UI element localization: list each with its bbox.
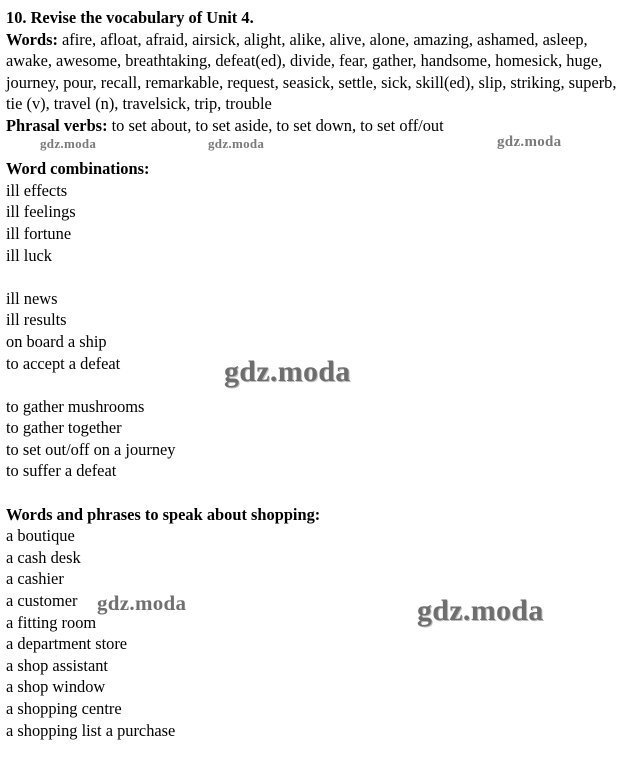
- list-item: a customer: [6, 591, 78, 611]
- words-label: Words:: [6, 29, 58, 49]
- list-item: to gather together: [6, 418, 122, 438]
- list-item: to set out/off on a journey: [6, 439, 176, 459]
- words-list: afire, afloat, afraid, airsick, alight, alike, alive, alone, amazing, ashamed, asleep, awake, awesome, breathtaking, defeat(ed), divide, fear, gather, handsome, homesick, huge, journey, pour, recall, remarkable, request, seasick, settle, sick, skill(ed), slip, striking, superb, tie (v), travel (n), travelsick, trip, trouble: [6, 29, 617, 114]
- watermark: gdz.moda: [97, 591, 187, 615]
- list-item: a shop assistant: [6, 655, 108, 675]
- list-item: a boutique: [6, 526, 75, 546]
- word-combinations-heading: Word combinations:: [6, 159, 150, 179]
- watermark: gdz.moda: [497, 134, 562, 150]
- list-item: ill feelings: [6, 202, 76, 222]
- list-item: ill luck: [6, 245, 52, 265]
- list-item: to accept a defeat: [6, 353, 121, 373]
- phrasal-verbs-label: Phrasal verbs:: [6, 115, 108, 135]
- words-paragraph: [6, 29, 621, 115]
- shopping-heading: Words and phrases to speak about shopping:: [6, 504, 321, 524]
- list-item: a cashier: [6, 569, 64, 589]
- watermark: gdz.moda: [417, 594, 544, 627]
- list-item: a department store: [6, 634, 128, 654]
- list-item: on board a ship: [6, 331, 107, 351]
- list-item: to gather mushrooms: [6, 396, 145, 416]
- watermark: gdz.moda: [224, 355, 351, 388]
- list-item: ill results: [6, 310, 67, 330]
- list-item: a shop window: [6, 677, 106, 697]
- list-item: a cash desk: [6, 547, 81, 567]
- list-item: a shopping list a purchase: [6, 720, 176, 740]
- watermark: gdz.moda: [40, 136, 97, 151]
- list-item: ill fortune: [6, 223, 72, 243]
- list-item: ill effects: [6, 180, 68, 200]
- list-item: ill news: [6, 288, 58, 308]
- watermark: gdz.moda: [208, 136, 265, 151]
- list-item: a fitting room: [6, 612, 97, 632]
- list-item: a shopping centre: [6, 699, 122, 718]
- exercise-heading: 10. Revise the vocabulary of Unit 4.: [6, 8, 254, 27]
- list-item: to suffer a defeat: [6, 461, 117, 481]
- phrasal-verbs-list: to set about, to set aside, to set down, to set off/out: [107, 115, 444, 135]
